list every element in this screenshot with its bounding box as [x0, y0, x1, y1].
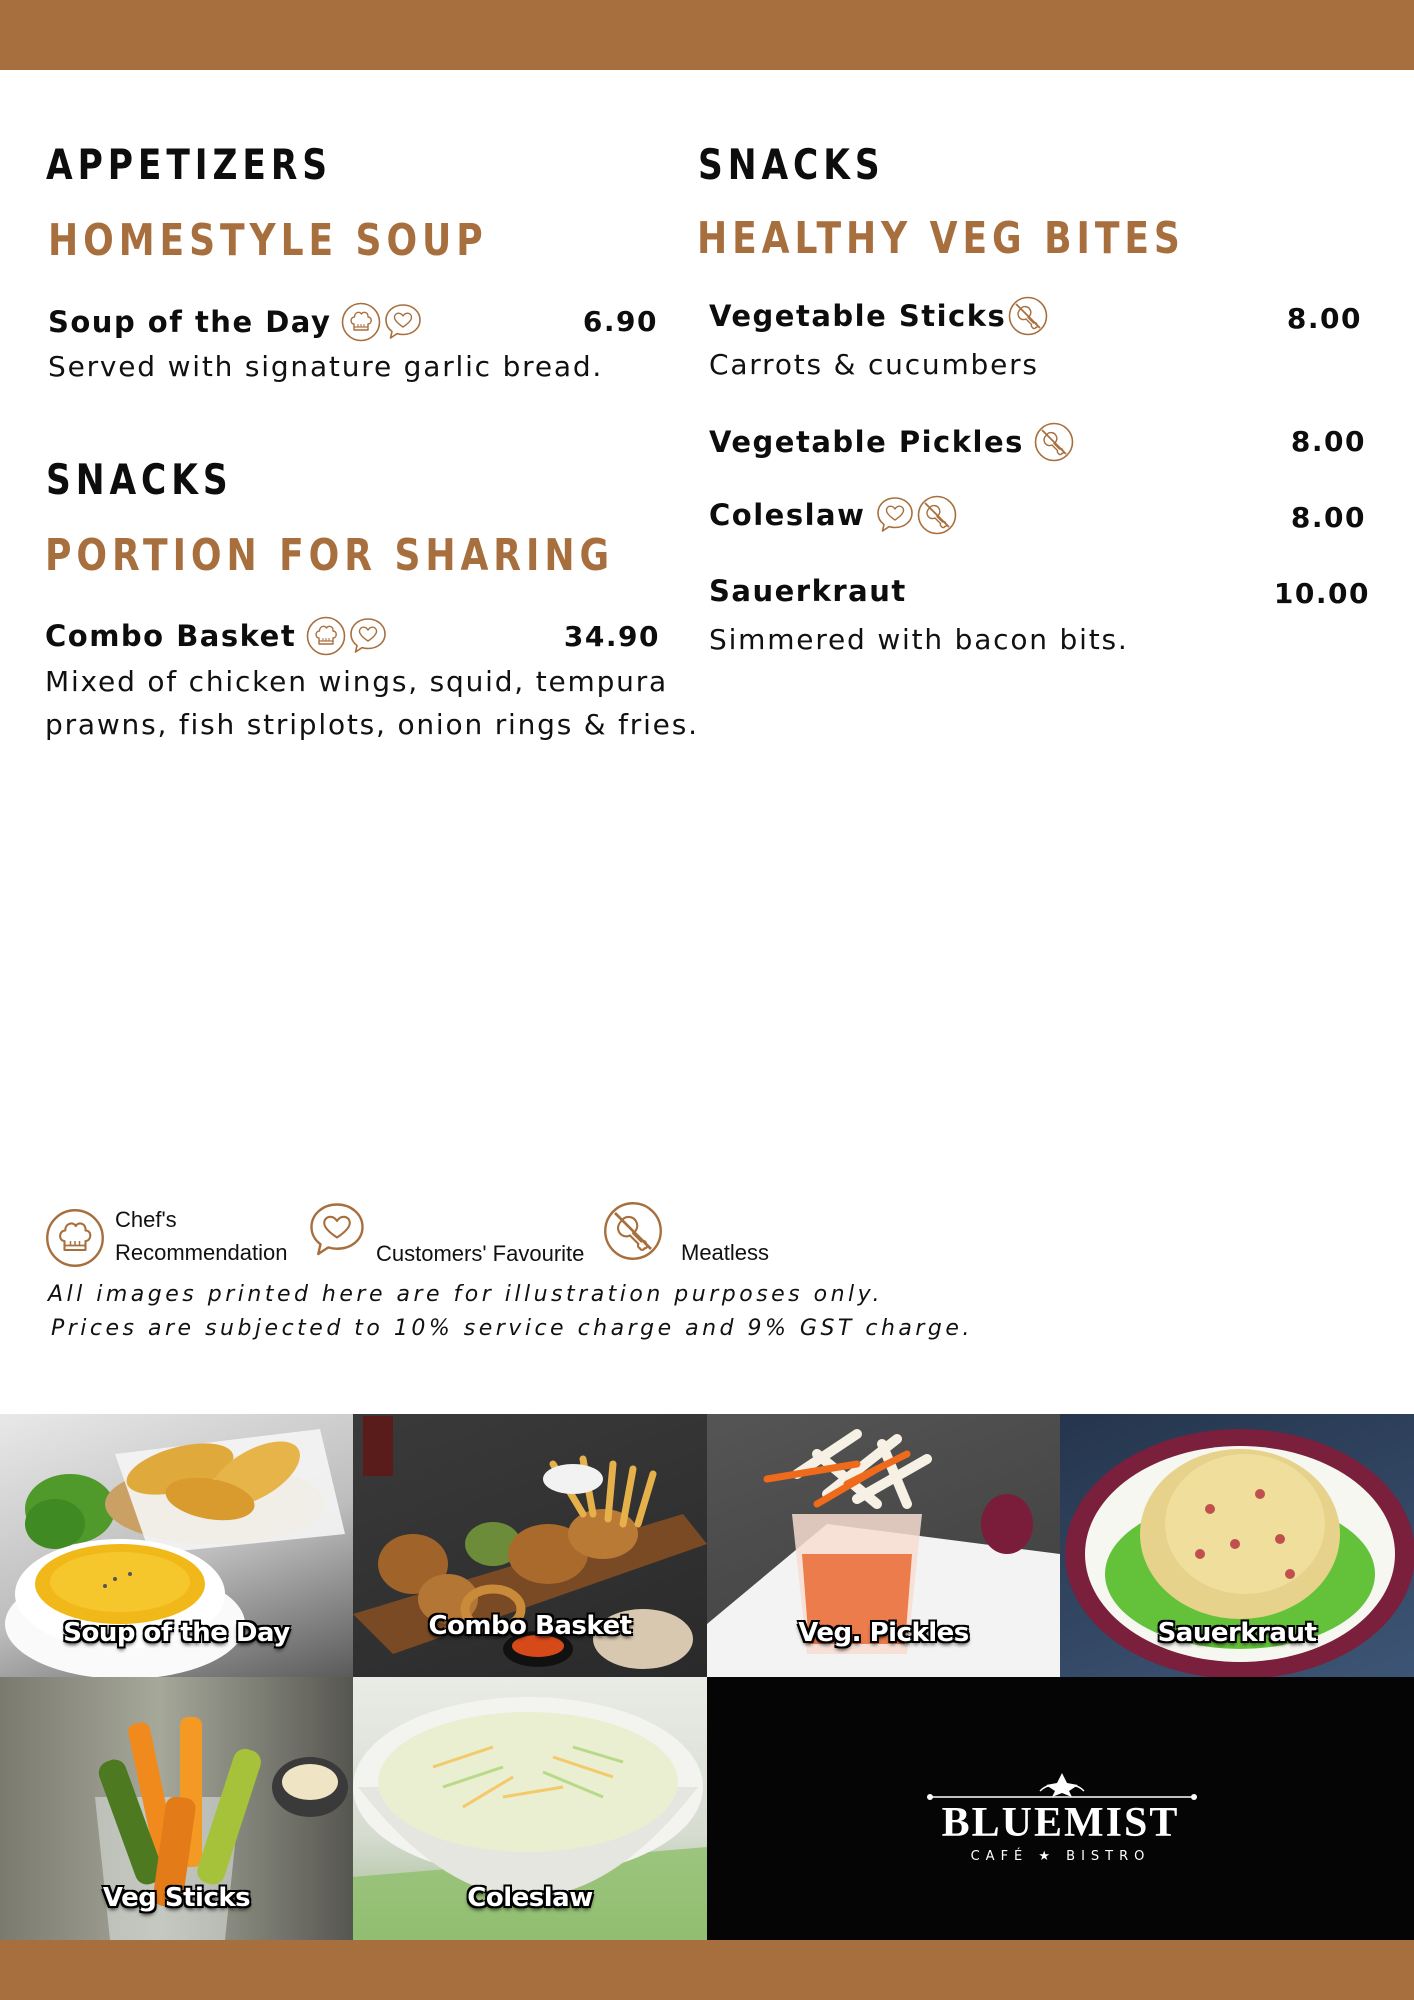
logo-tagline: CAFÉ ★ BISTRO — [970, 1849, 1151, 1864]
item-name: Coleslaw — [709, 498, 866, 532]
portion-for-sharing-subheading: PORTION FOR SHARING — [45, 530, 615, 581]
item-price: 8.00 — [1290, 501, 1366, 534]
item-description: Carrots & cucumbers — [709, 348, 1039, 381]
photo-combo-basket — [353, 1414, 707, 1677]
snacks-heading-right: SNACKS — [698, 140, 885, 189]
photo-veg-pickles — [707, 1414, 1060, 1677]
heart-bubble-icon — [307, 1200, 367, 1260]
legend-favourite-label: Customers' Favourite — [376, 1241, 585, 1266]
bluemist-logo-panel — [707, 1677, 1414, 1940]
menu-item-sauerkraut — [709, 574, 907, 608]
illustration-note: All images printed here are for illustration purposes only. — [48, 1282, 883, 1307]
item-price: 8.00 — [1286, 302, 1362, 335]
item-name: Soup of the Day — [48, 305, 332, 339]
healthy-veg-bites-subheading: HEALTHY VEG BITES — [697, 213, 1185, 264]
menu-item-vegetable-sticks — [709, 296, 1048, 336]
photo-caption: Coleslaw — [467, 1883, 593, 1913]
photo-soup-of-the-day — [0, 1414, 353, 1677]
appetizers-heading: APPETIZERS — [46, 140, 333, 189]
chef-hat-icon — [306, 616, 346, 656]
menu-item-coleslaw — [709, 495, 957, 535]
bottom-color-band — [0, 1940, 1414, 2000]
heart-bubble-icon — [875, 495, 915, 535]
photo-veg-sticks — [0, 1677, 353, 1940]
meatless-icon — [1034, 422, 1074, 462]
item-description: Simmered with bacon bits. — [709, 623, 1129, 656]
item-price: 6.90 — [582, 305, 658, 338]
meatless-icon — [917, 495, 957, 535]
photo-caption: Soup of the Day — [63, 1618, 290, 1648]
item-name: Sauerkraut — [709, 574, 907, 608]
photo-caption: Sauerkraut — [1157, 1618, 1317, 1648]
chef-hat-icon — [45, 1208, 105, 1268]
homestyle-soup-subheading: HOMESTYLE SOUP — [48, 215, 488, 266]
item-price: 10.00 — [1273, 577, 1370, 610]
item-description: Served with signature garlic bread. — [48, 350, 604, 383]
photo-caption: Combo Basket — [428, 1611, 632, 1641]
item-description-line-2: prawns, fish striplots, onion rings & fries. — [45, 708, 699, 741]
legend-meatless-label: Meatless — [681, 1240, 770, 1265]
item-name: Combo Basket — [45, 619, 297, 653]
meatless-icon — [1008, 296, 1048, 336]
legend-chef-label-line-1: Chef's — [115, 1207, 177, 1232]
photo-caption: Veg. Pickles — [798, 1618, 969, 1648]
photo-sauerkraut — [1060, 1414, 1414, 1677]
photo-coleslaw — [353, 1677, 707, 1940]
snacks-heading-left: SNACKS — [46, 455, 233, 504]
pricing-note: Prices are subjected to 10% service charge and 9% GST charge. — [51, 1316, 973, 1341]
chef-hat-icon — [341, 302, 381, 342]
item-price: 8.00 — [1290, 425, 1366, 458]
item-description-line-1: Mixed of chicken wings, squid, tempura — [45, 665, 668, 698]
item-name: Vegetable Pickles — [709, 425, 1024, 459]
menu-item-vegetable-pickles — [709, 422, 1074, 462]
logo-wordmark: BLUEMIST — [941, 1800, 1180, 1846]
photo-caption: Veg Sticks — [102, 1883, 251, 1913]
item-name: Vegetable Sticks — [709, 299, 1007, 333]
top-color-band — [0, 0, 1414, 70]
heart-bubble-icon — [383, 302, 423, 342]
meatless-icon — [603, 1201, 663, 1261]
heart-bubble-icon — [348, 616, 388, 656]
menu-item-soup-of-the-day — [48, 302, 423, 342]
legend-chef-label-line-2: Recommendation — [115, 1240, 288, 1265]
menu-item-combo-basket — [45, 616, 388, 656]
item-price: 34.90 — [563, 620, 660, 653]
